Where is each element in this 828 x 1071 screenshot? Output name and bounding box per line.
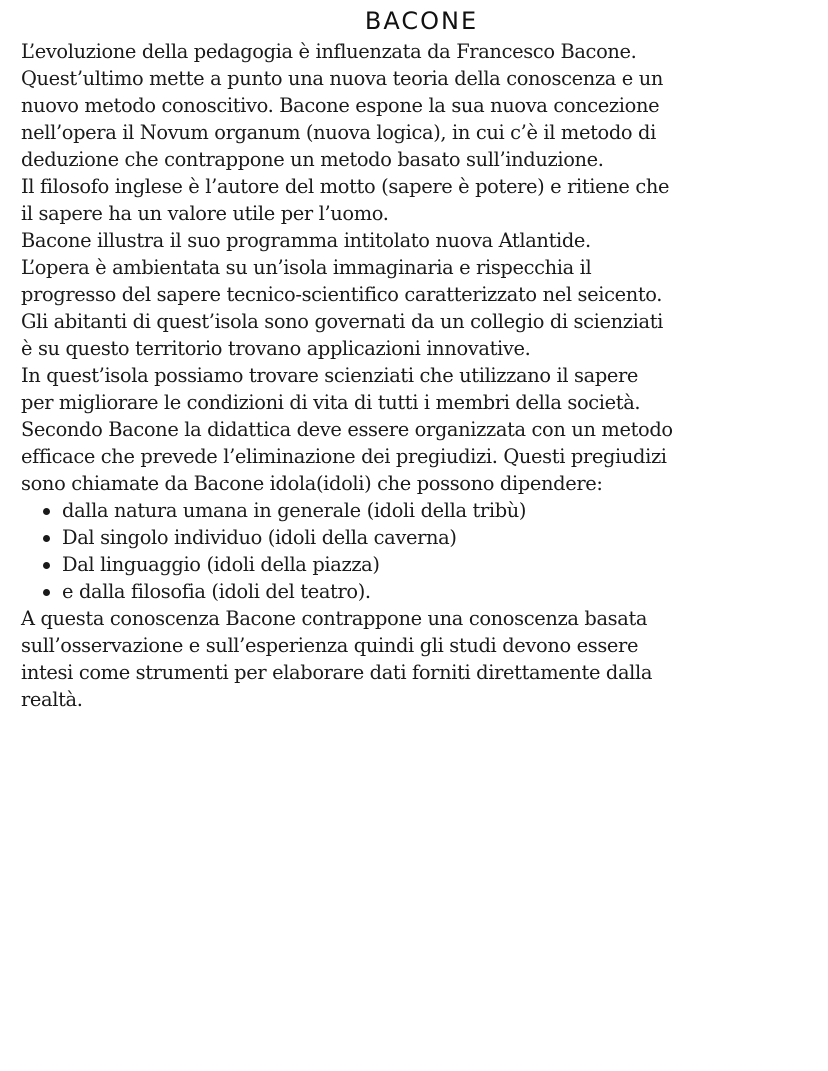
bullet-item [43, 551, 814, 578]
bullet-dot-icon [43, 562, 50, 569]
text-line: per migliorare le condizioni di vita di tutti i membri della società. [21, 391, 641, 414]
bullet-item [43, 524, 814, 551]
bullet-text: dalla natura umana in generale (idoli della tribù) [62, 499, 527, 522]
bullet-text: Dal linguaggio (idoli della piazza) [62, 553, 380, 576]
bullet-dot-icon [43, 589, 50, 596]
page-title: BACONE [364, 7, 479, 35]
text-line: sono chiamate da Bacone idola(idoli) che possono dipendere: [21, 472, 603, 495]
bullet-dot-icon [43, 508, 50, 515]
idols-bullet-list [21, 497, 814, 605]
bullet-text: Dal singolo individuo (idoli della caverna) [62, 526, 457, 549]
text-line: A questa conoscenza Bacone contrappone una conoscenza basata [21, 607, 648, 630]
document-body [21, 38, 814, 713]
text-line: deduzione che contrappone un metodo basato sull’induzione. [21, 148, 604, 171]
text-line: In quest’isola possiamo trovare scienziati che utilizzano il sapere [21, 364, 639, 387]
bullet-dot-icon [43, 535, 50, 542]
text-line: nell’opera il Novum organum (nuova logica), in cui c’è il metodo di [21, 121, 656, 144]
bullet-text: e dalla filosofia (idoli del teatro). [62, 580, 371, 603]
text-line: sull’osservazione e sull’esperienza quindi gli studi devono essere [21, 634, 639, 657]
text-line: progresso del sapere tecnico-scientifico caratterizzato nel seicento. [21, 283, 663, 306]
text-line: efficace che prevede l’eliminazione dei pregiudizi. Questi pregiudizi [21, 445, 667, 468]
bullet-item [43, 497, 814, 524]
text-line: Quest’ultimo mette a punto una nuova teoria della conoscenza e un [21, 67, 663, 90]
bullet-item [43, 578, 814, 605]
text-line: Bacone illustra il suo programma intitolato nuova Atlantide. [21, 229, 591, 252]
text-line: Il filosofo inglese è l’autore del motto (sapere è potere) e ritiene che [21, 175, 670, 198]
text-line: L’evoluzione della pedagogia è influenzata da Francesco Bacone. [21, 40, 637, 63]
text-line: Secondo Bacone la didattica deve essere organizzata con un metodo [21, 418, 673, 441]
text-line: è su questo territorio trovano applicazioni innovative. [21, 337, 531, 360]
text-line: nuovo metodo conoscitivo. Bacone espone la sua nuova concezione [21, 94, 660, 117]
text-line: L’opera è ambientata su un’isola immaginaria e rispecchia il [21, 256, 592, 279]
text-line: realtà. [21, 688, 83, 711]
text-line: Gli abitanti di quest’isola sono governati da un collegio di scienziati [21, 310, 664, 333]
text-line: il sapere ha un valore utile per l’uomo. [21, 202, 389, 225]
text-line: intesi come strumenti per elaborare dati forniti direttamente dalla [21, 661, 653, 684]
